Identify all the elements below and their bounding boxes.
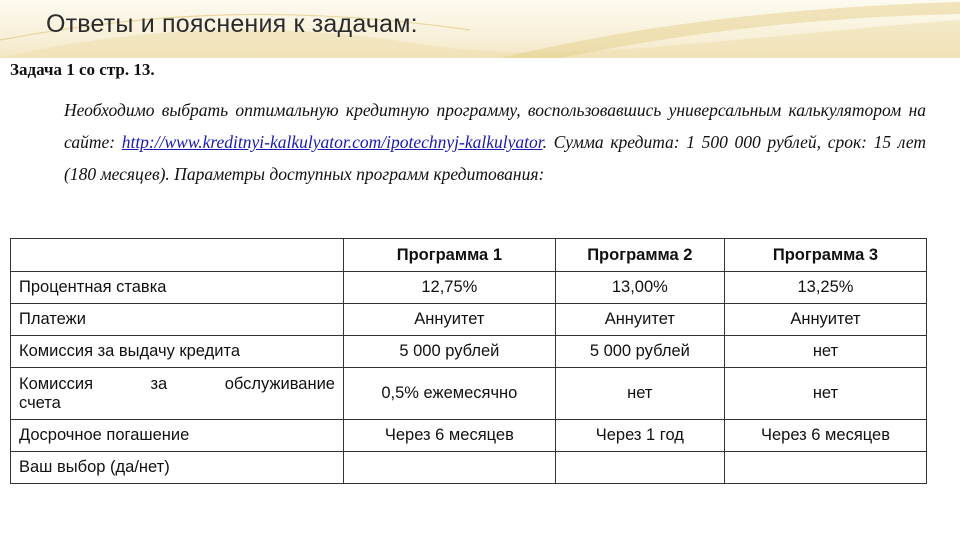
table-cell: Через 1 год xyxy=(555,420,724,452)
row-label-word: Комиссия xyxy=(19,374,94,393)
table-cell: нет xyxy=(724,368,926,420)
table-cell: 13,25% xyxy=(724,272,926,304)
choice-cell-program-1[interactable] xyxy=(344,452,556,484)
row-label: Платежи xyxy=(11,304,344,336)
slide-title: Ответы и пояснения к задачам: xyxy=(46,10,418,38)
row-label xyxy=(11,368,344,420)
table-cell: 12,75% xyxy=(344,272,556,304)
table-row xyxy=(11,272,927,304)
table-row xyxy=(11,336,927,368)
task-intro: Необходимо выбрать оптимальную кредитную программу, воспользовавшись универсальным калькулятором на сайте: xyxy=(64,100,926,152)
table-cell: нет xyxy=(724,336,926,368)
row-label: Ваш выбор (да/нет) xyxy=(11,452,344,484)
calculator-link[interactable]: http://www.kreditnyi-kalkulyator.com/ipotechnyj-kalkulyator xyxy=(121,132,543,152)
table-header-row xyxy=(11,239,927,272)
row-label: Досрочное погашение xyxy=(11,420,344,452)
table-row xyxy=(11,452,927,484)
row-label: Процентная ставка xyxy=(11,272,344,304)
table-cell: 13,00% xyxy=(555,272,724,304)
task-description xyxy=(64,94,926,190)
table-cell: Аннуитет xyxy=(555,304,724,336)
programs-table xyxy=(10,238,927,484)
table-cell: Через 6 месяцев xyxy=(344,420,556,452)
row-label-line-1 xyxy=(19,375,335,394)
row-label: Комиссия за выдачу кредита xyxy=(11,336,344,368)
table-row xyxy=(11,420,927,452)
title-band xyxy=(0,0,960,58)
table-row xyxy=(11,368,927,420)
table-cell: Аннуитет xyxy=(724,304,926,336)
table-cell: Аннуитет xyxy=(344,304,556,336)
table-cell: нет xyxy=(555,368,724,420)
header-program-3: Программа 3 xyxy=(724,239,926,272)
row-label-word: обслуживание xyxy=(224,374,335,393)
table-row xyxy=(11,304,927,336)
header-program-2: Программа 2 xyxy=(555,239,724,272)
table-cell: 5 000 рублей xyxy=(555,336,724,368)
task-heading: Задача 1 со стр. 13. xyxy=(10,60,155,79)
choice-cell-program-3[interactable] xyxy=(724,452,926,484)
row-label-word: за xyxy=(150,374,168,393)
choice-cell-program-2[interactable] xyxy=(555,452,724,484)
header-program-1: Программа 1 xyxy=(344,239,556,272)
table-cell: 5 000 рублей xyxy=(344,336,556,368)
table-cell: Через 6 месяцев xyxy=(724,420,926,452)
table-cell: 0,5% ежемесячно xyxy=(344,368,556,420)
row-label-line-2: счета xyxy=(19,393,61,412)
header-empty-cell xyxy=(11,239,344,272)
task-outro: . Сумма кредита: 1 500 000 рублей, срок: 15 лет (180 месяцев). Параметры доступных программ кредитования: xyxy=(64,132,926,184)
